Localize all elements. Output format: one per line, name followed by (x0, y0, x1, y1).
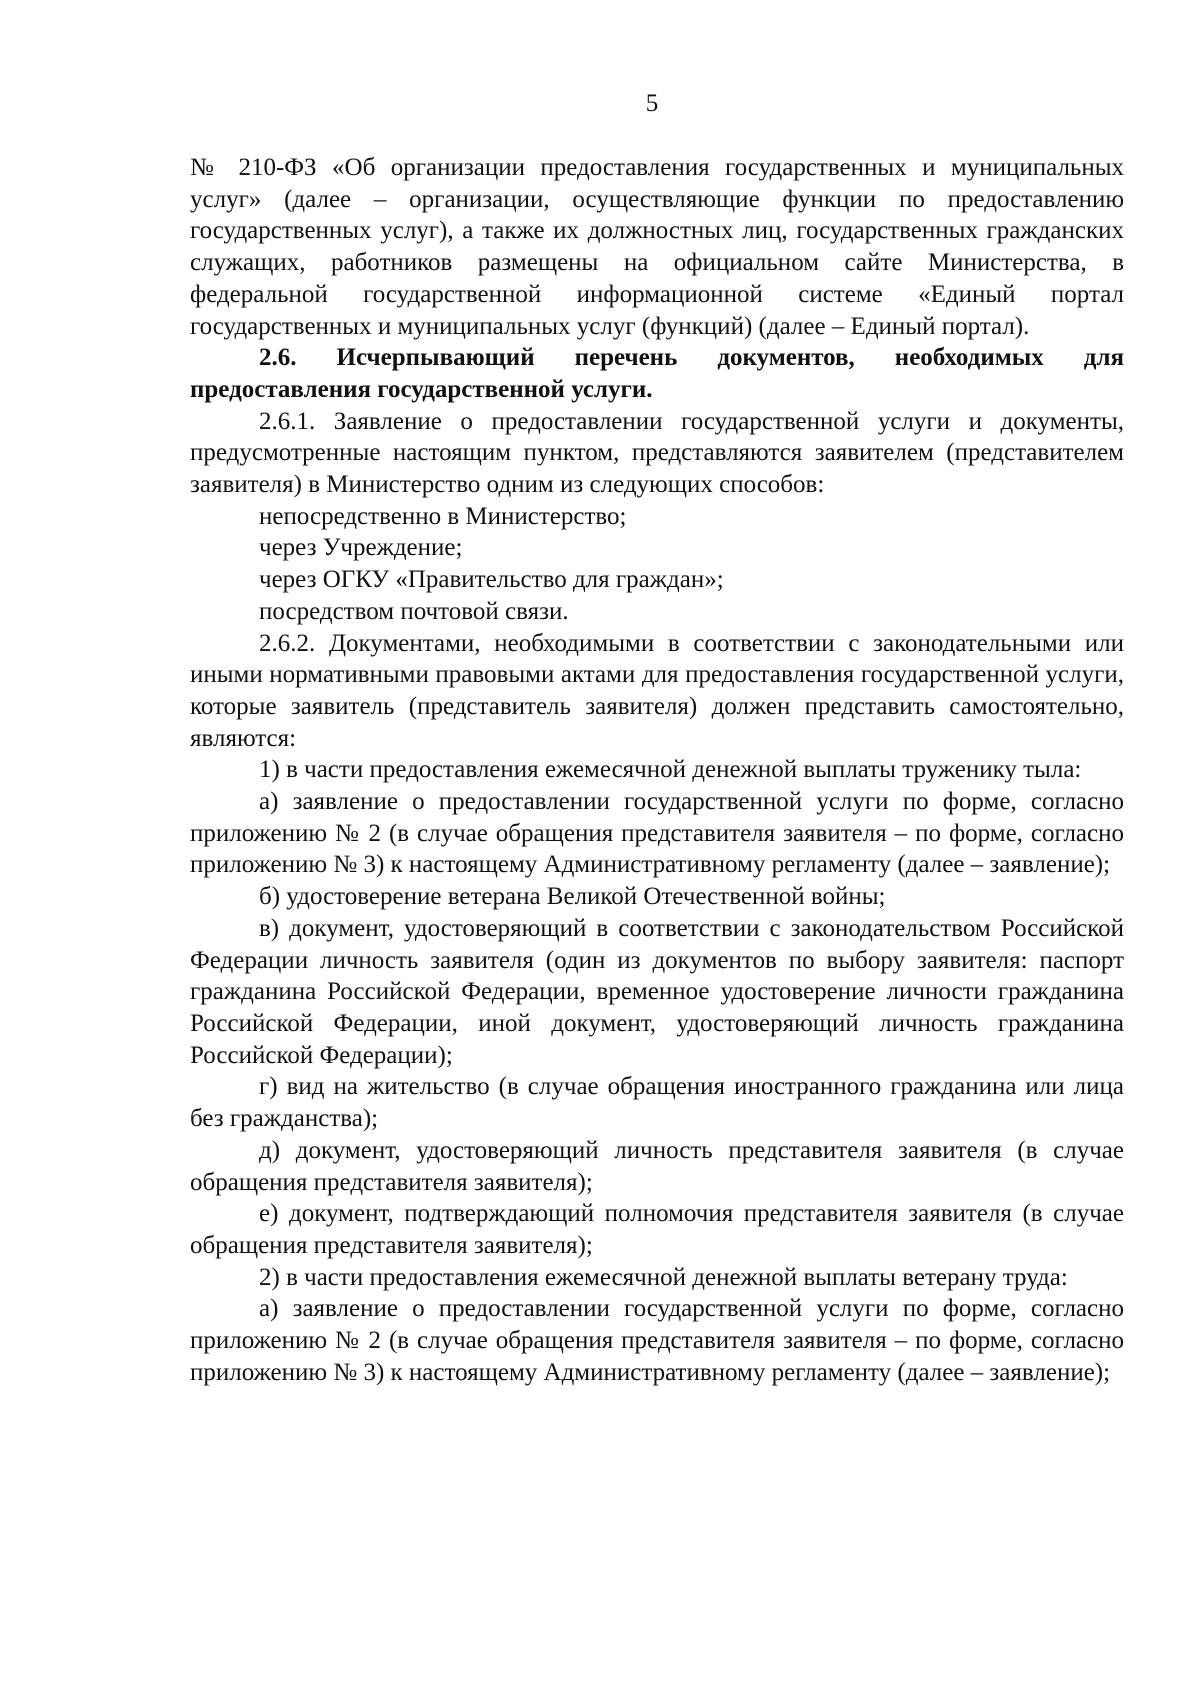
list-item-method-post: посредством почтовой связи. (259, 597, 569, 625)
list-item-1e-representative-authority: е) документ, подтверждающий полномочия представителя заявителя (в случае обращения представителя заявителя); (190, 1200, 1124, 1259)
list-item-1b-veteran-certificate: б) удостоверение ветерана Великой Отечественной войны; (259, 883, 886, 911)
list-item-1a-application: а) заявление о предоставлении государственной услуги по форме, согласно приложению № 2 (в случае обращения представителя заявителя – по форме, согласно приложению № 3) к настоящему Административному регламенту (далее – заявление); (190, 788, 1124, 879)
section-number: 2.6. (259, 344, 297, 372)
list-item-method-institution: через Учреждение; (259, 534, 463, 562)
document-body (190, 152, 1124, 1388)
list-item-1-home-front-worker: 1) в части предоставления ежемесячной денежной выплаты труженику тыла: (259, 756, 1082, 784)
section-title: Исчерпывающий перечень документов, необходимых для предоставления государственной услуги. (190, 344, 1124, 403)
list-item-method-ogku: через ОГКУ «Правительство для граждан»; (259, 566, 724, 594)
list-item-method-ministry: непосредственно в Министерство; (259, 502, 627, 530)
list-item-1v-identity-document: в) документ, удостоверяющий в соответствии с законодательством Российской Федерации личность заявителя (один из документов по выбору заявителя: паспорт гражданина Российской Федерации, временное удостоверение личности гражданина Российской Федерации, иной документ, удостоверяющий личность гражданина Российской Федерации); (190, 914, 1124, 1069)
paragraph-law-reference: № 210-ФЗ «Об организации предоставления государственных и муниципальных услуг» (далее – организации, осуществляющие функции по предоставлению государственных услуг), а также их должностных лиц, государственных гражданских служащих, работников размещены на официальном сайте Министерства, в федеральной государственной информационной системе «Единый портал государственных и муниципальных услуг (функций) (далее – Единый портал). (190, 154, 1124, 340)
list-item-1d-representative-identity: д) документ, удостоверяющий личность представителя заявителя (в случае обращения представителя заявителя); (190, 1136, 1124, 1196)
paragraph-2-6-1: 2.6.1. Заявление о предоставлении государственной услуги и документы, предусмотренные настоящим пунктом, представляются заявителем (представителем заявителя) в Министерство одним из следующих способов: (190, 407, 1124, 499)
paragraph-2-6-2: 2.6.2. Документами, необходимыми в соответствии с законодательными или иными нормативными правовыми актами для предоставления государственной услуги, которые заявитель (представитель заявителя) должен представить самостоятельно, являются: (190, 629, 1124, 752)
list-item-1g-residence-permit: г) вид на жительство (в случае обращения иностранного гражданина или лица без гражданства); (190, 1073, 1124, 1133)
section-heading-2-6 (190, 342, 1124, 405)
list-item-2-labor-veteran: 2) в части предоставления ежемесячной денежной выплаты ветерану труда: (259, 1263, 1068, 1291)
list-item-2a-application: а) заявление о предоставлении государственной услуги по форме, согласно приложению № 2 (в случае обращения представителя заявителя – по форме, согласно приложению № 3) к настоящему Административному регламенту (далее – заявление); (190, 1295, 1124, 1386)
page-number: 5 (645, 90, 659, 117)
